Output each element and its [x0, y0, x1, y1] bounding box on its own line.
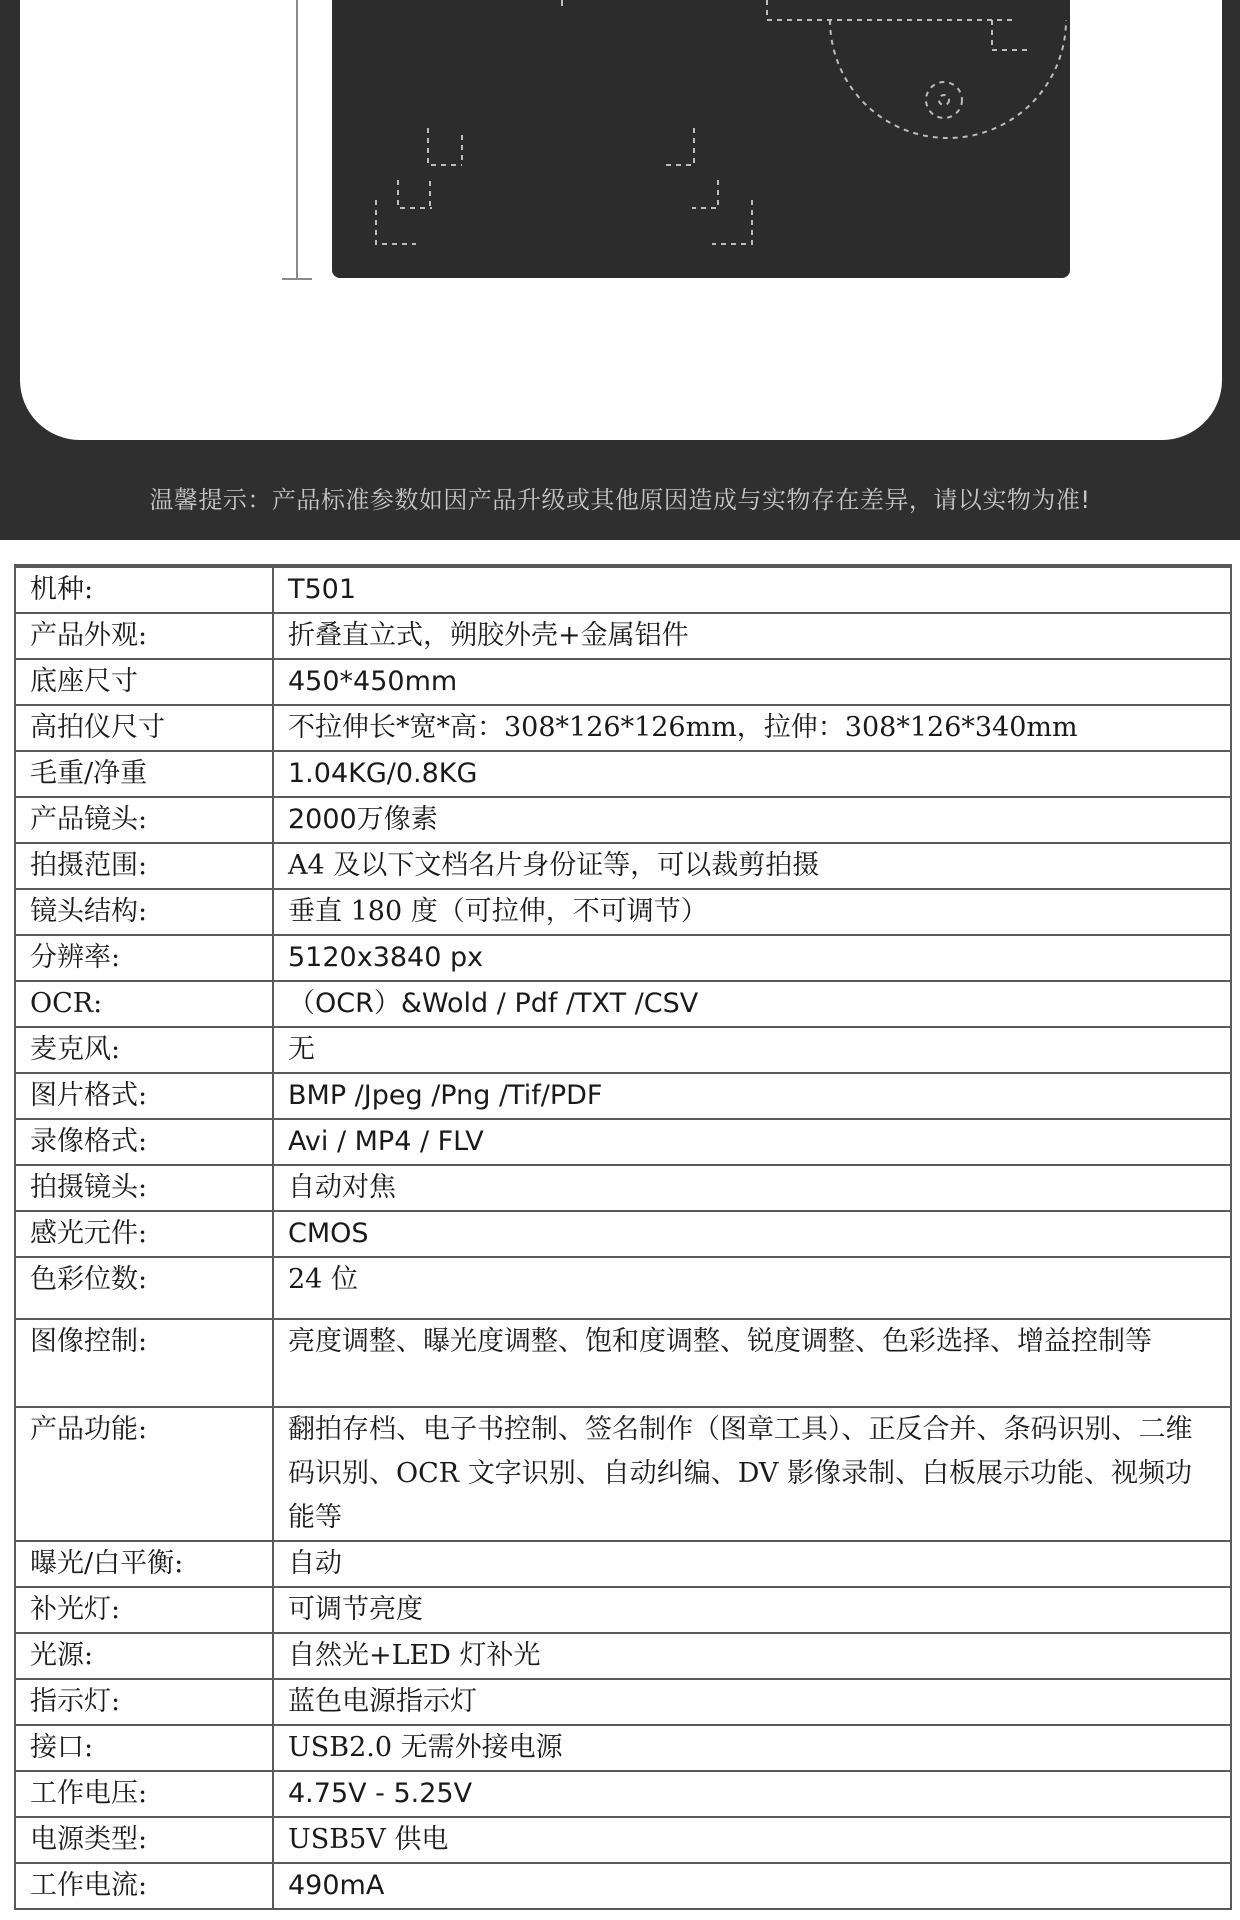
spec-row	[15, 1073, 1231, 1119]
spec-label: 工作电流:	[15, 1863, 273, 1909]
spec-row	[15, 935, 1231, 981]
spec-row	[15, 1407, 1231, 1541]
spec-label: 产品功能:	[15, 1407, 273, 1541]
disclaimer-tip: 温馨提示：产品标准参数如因产品升级或其他原因造成与实物存在差异，请以实物为准!	[149, 486, 1091, 514]
spec-label: 麦克风:	[15, 1027, 273, 1073]
spec-label: 曝光/白平衡:	[15, 1541, 273, 1587]
spec-label: 录像格式:	[15, 1119, 273, 1165]
spec-value: 490mA	[273, 1863, 1231, 1909]
spec-row	[15, 751, 1231, 797]
spec-row	[15, 1679, 1231, 1725]
spec-row	[15, 567, 1231, 613]
spec-value: 亮度调整、曝光度调整、饱和度调整、锐度调整、色彩选择、增益控制等	[273, 1319, 1231, 1407]
spec-value: 自动	[273, 1541, 1231, 1587]
spec-table-body	[15, 567, 1231, 1909]
spec-label: 图像控制:	[15, 1319, 273, 1407]
spec-value: 可调节亮度	[273, 1587, 1231, 1633]
spec-label: 毛重/净重	[15, 751, 273, 797]
spec-value: 4.75V - 5.25V	[273, 1771, 1231, 1817]
spec-value: BMP /Jpeg /Png /Tif/PDF	[273, 1073, 1231, 1119]
product-image-section	[0, 0, 1240, 540]
spec-row	[15, 1771, 1231, 1817]
spec-value: 无	[273, 1027, 1231, 1073]
spec-value: 翻拍存档、电子书控制、签名制作（图章工具）、正反合并、条码识别、二维码识别、OCR 文字识别、自动纠编、DV 影像录制、白板展示功能、视频功能等	[273, 1407, 1231, 1541]
spec-value: （OCR）&Wold / Pdf /TXT /CSV	[273, 981, 1231, 1027]
spec-label: 指示灯:	[15, 1679, 273, 1725]
spec-value: 折叠直立式，朔胶外壳+金属铝件	[273, 613, 1231, 659]
spec-row	[15, 1863, 1231, 1909]
spec-value: 蓝色电源指示灯	[273, 1679, 1231, 1725]
spec-label: 光源:	[15, 1633, 273, 1679]
spec-label: 机种:	[15, 567, 273, 613]
spec-label: 镜头结构:	[15, 889, 273, 935]
scanner-base-pad	[332, 0, 1070, 278]
spec-value: USB2.0 无需外接电源	[273, 1725, 1231, 1771]
spec-label: 接口:	[15, 1725, 273, 1771]
spec-value: 450*450mm	[273, 659, 1231, 705]
spec-row	[15, 1541, 1231, 1587]
spec-row	[15, 889, 1231, 935]
spec-row	[15, 613, 1231, 659]
product-image-card	[20, 0, 1222, 440]
spec-row	[15, 1257, 1231, 1319]
spec-label: 工作电压:	[15, 1771, 273, 1817]
spec-value: 1.04KG/0.8KG	[273, 751, 1231, 797]
spec-label: 底座尺寸	[15, 659, 273, 705]
spec-label: 高拍仪尺寸	[15, 705, 273, 751]
spec-row	[15, 1817, 1231, 1863]
spec-table	[14, 566, 1232, 1910]
spec-label: 图片格式:	[15, 1073, 273, 1119]
spec-value: 自然光+LED 灯补光	[273, 1633, 1231, 1679]
spec-value: A4 及以下文档名片身份证等，可以裁剪拍摄	[273, 843, 1231, 889]
spec-row	[15, 1027, 1231, 1073]
spec-label: 拍摄范围:	[15, 843, 273, 889]
spec-value: USB5V 供电	[273, 1817, 1231, 1863]
spec-table-wrapper	[14, 566, 1232, 1910]
dimension-tick	[282, 278, 312, 280]
spec-value: 自动对焦	[273, 1165, 1231, 1211]
spec-row	[15, 797, 1231, 843]
spec-value: CMOS	[273, 1211, 1231, 1257]
spec-label: 感光元件:	[15, 1211, 273, 1257]
spec-label: 色彩位数:	[15, 1257, 273, 1319]
spec-value: 不拉伸长*宽*高：308*126*126mm，拉伸：308*126*340mm	[273, 705, 1231, 751]
spec-row	[15, 659, 1231, 705]
spec-value: 2000万像素	[273, 797, 1231, 843]
spec-value: 5120x3840 px	[273, 935, 1231, 981]
spec-row	[15, 1633, 1231, 1679]
spec-row	[15, 705, 1231, 751]
spec-row	[15, 843, 1231, 889]
spec-label: 电源类型:	[15, 1817, 273, 1863]
dimension-line	[296, 0, 298, 278]
spec-label: 产品外观:	[15, 613, 273, 659]
spec-label: 产品镜头:	[15, 797, 273, 843]
spec-label: 拍摄镜头:	[15, 1165, 273, 1211]
spec-row	[15, 1587, 1231, 1633]
spec-row	[15, 981, 1231, 1027]
spec-row	[15, 1211, 1231, 1257]
spec-value: 垂直 180 度（可拉伸，不可调节）	[273, 889, 1231, 935]
spec-label: OCR:	[15, 981, 273, 1027]
spec-row	[15, 1165, 1231, 1211]
spec-value: 24 位	[273, 1257, 1231, 1319]
spec-label: 补光灯:	[15, 1587, 273, 1633]
spec-row	[15, 1319, 1231, 1407]
pad-guides-graphic	[332, 0, 1070, 278]
spec-value: Avi / MP4 / FLV	[273, 1119, 1231, 1165]
spec-label: 分辨率:	[15, 935, 273, 981]
spec-row	[15, 1119, 1231, 1165]
spec-row	[15, 1725, 1231, 1771]
spec-value: T501	[273, 567, 1231, 613]
